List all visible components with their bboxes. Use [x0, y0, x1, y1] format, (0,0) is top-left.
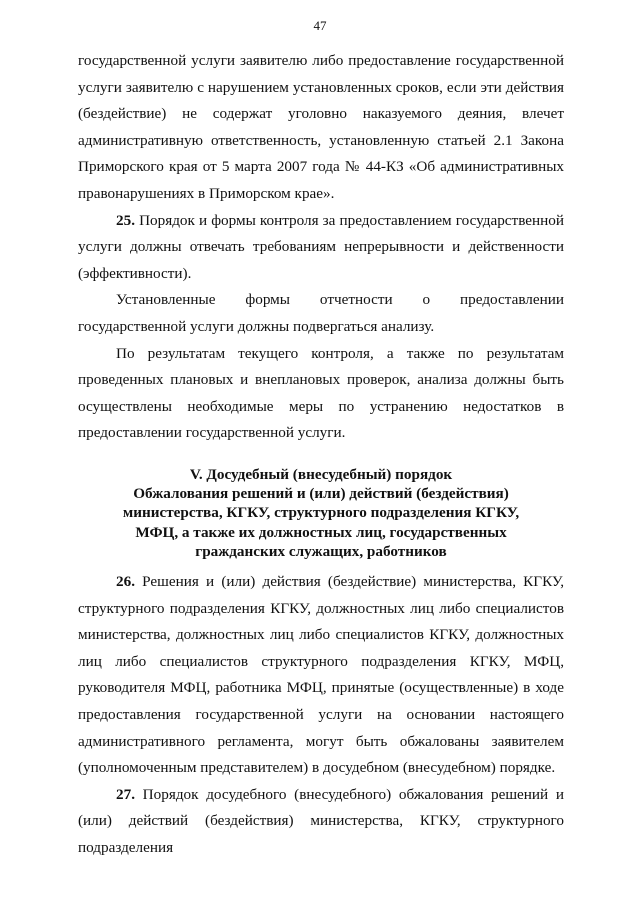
- paragraph-text: Порядок и формы контроля за предоставлением государственной услуги должны отвечать требованиям непрерывности и действенности (эффективности).: [78, 211, 564, 282]
- paragraph-text: Решения и (или) действия (бездействие) министерства, КГКУ, структурного подразделения КГКУ, должностных лиц либо специалистов министерства, должностных лиц либо специалистов КГКУ, должностных лиц либо специалистов структурного подразделения КГКУ, МФЦ, руководителя МФЦ, работника МФЦ, принятые (осуществленные) в ходе предоставления государственной услуги на основании настоящего административного регламента, могут быть обжалованы заявителем (уполномоченным представителем) в досудебном (внесудебном) порядке.: [78, 573, 564, 777]
- section-heading-line: министерства, КГКУ, структурного подразделения КГКУ,: [122, 504, 520, 522]
- page-number: 47: [313, 18, 327, 33]
- paragraph-text: государственной услуги заявителю либо предоставление государственной услуги заявителю с нарушением установленных сроков, если эти действия (бездействие) не содержат уголовно наказуемого деяния, влечет административную ответственность, установленную статьей 2.1 Закона Приморского края от 5 марта 2007 года № 44-КЗ «Об административных правонарушениях в Приморском крае».: [78, 52, 564, 202]
- paragraph-text: Установленные формы отчетности о предоставлении государственной услуги должны подвергаться анализу.: [78, 291, 564, 335]
- paragraph-27: [78, 782, 564, 862]
- section-heading-line: гражданских служащих, работников: [195, 542, 447, 560]
- paragraph-continuation: [78, 48, 564, 208]
- paragraph-number: 26.: [116, 573, 135, 590]
- body-text-bottom: [78, 569, 564, 862]
- paragraph-control-results: [78, 341, 564, 447]
- section-heading-line: МФЦ, а также их должностных лиц, государственных: [135, 523, 507, 541]
- paragraph-25: [78, 208, 564, 288]
- paragraph-26: [78, 569, 564, 782]
- paragraph-text: По результатам текущего контроля, а также по результатам проведенных плановых и внеплановых проверок, анализа должны быть осуществлены необходимые меры по устранению недостатков в предоставлении государственной услуги.: [78, 344, 564, 442]
- paragraph-reporting-forms: [78, 287, 564, 340]
- paragraph-number: 25.: [116, 211, 135, 229]
- section-heading: [78, 465, 564, 561]
- body-text-top: [78, 48, 564, 447]
- section-heading-line: V. Досудебный (внесудебный) порядок: [189, 466, 453, 483]
- section-heading-line: Обжалования решений и (или) действий (бездействия): [133, 485, 509, 503]
- paragraph-text: Порядок досудебного (внесудебного) обжалования решений и (или) действий (бездействия) министерства, КГКУ, структурного подразделения: [78, 785, 564, 856]
- paragraph-number: 27.: [116, 785, 135, 803]
